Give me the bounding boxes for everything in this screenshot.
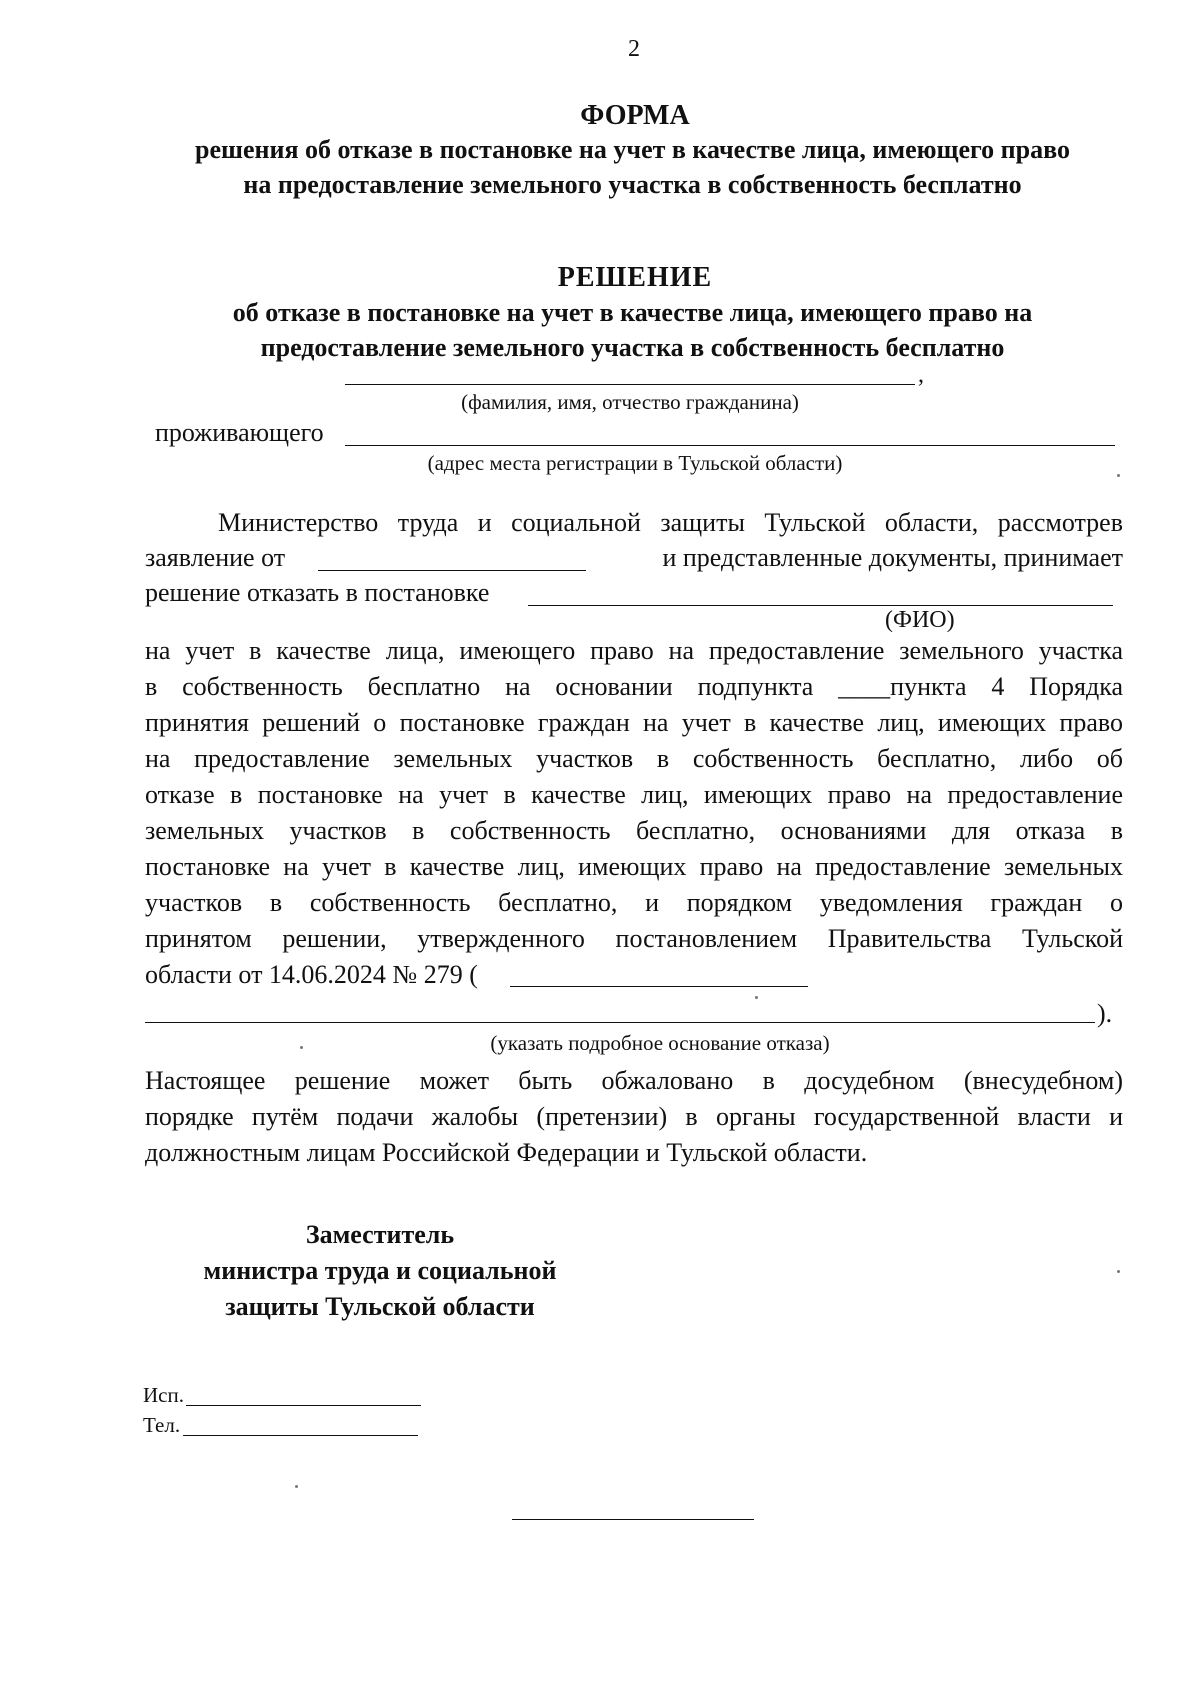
- body-line-4: на предоставление земельных участков в собственность бесплатно, либо об: [145, 744, 1123, 773]
- body-line-7: постановке на учет в качестве лиц, имеющих право на предоставление земельных: [145, 852, 1123, 881]
- scan-speck: [755, 996, 758, 999]
- form-title: ФОРМА: [580, 100, 690, 131]
- appeal-line-2: порядке путём подачи жалобы (претензии) в органы государственной власти и: [145, 1102, 1123, 1131]
- body-line-2: в собственность бесплатно на основании подпункта ____пункта 4 Порядка: [145, 672, 1123, 701]
- executor-label: Исп.: [143, 1383, 184, 1407]
- fio-line[interactable]: [528, 605, 1113, 606]
- form-subtitle-line-1: решения об отказе в постановке на учет в качестве лица, имеющего право: [195, 135, 1070, 164]
- signatory-line-2: министра труда и социальной: [203, 1256, 557, 1285]
- refuse-registration-label: решение отказать в постановке: [145, 578, 490, 607]
- phone-line[interactable]: [183, 1435, 418, 1436]
- body-line-9: принятом решении, утвержденного постановлением Правительства Тульской: [145, 924, 1123, 953]
- documents-accepts-text: и представленные документы, принимает: [662, 543, 1123, 572]
- body-last-line: области от 14.06.2024 № 279 (: [145, 960, 478, 989]
- form-subtitle-line-2: на предоставление земельного участка в собственность бесплатно: [243, 170, 1022, 199]
- refusal-reason-line-1[interactable]: [510, 986, 808, 987]
- address-hint: (адрес места регистрации в Тульской области): [427, 451, 843, 475]
- body-line-3: принятия решений о постановке граждан на учет в качестве лиц, имеющих право: [145, 708, 1123, 737]
- body-line-8: участков в собственность бесплатно, и порядком уведомления граждан о: [145, 888, 1123, 917]
- address-line[interactable]: [345, 445, 1115, 446]
- scan-speck: [300, 1046, 303, 1049]
- decision-subtitle-line-1: об отказе в постановке на учет в качестве лица, имеющего право на: [232, 298, 1033, 327]
- signatory-line-3: защиты Тульской области: [225, 1292, 535, 1321]
- signatory-line-1: Заместитель: [305, 1220, 455, 1249]
- decision-title: РЕШЕНИЕ: [557, 262, 713, 293]
- body-line-6: земельных участков в собственность бесплатно, основаниями для отказа в: [145, 816, 1123, 845]
- refusal-reason-line-2[interactable]: [145, 1022, 1095, 1023]
- fio-hint: (ФИО): [885, 607, 955, 633]
- closing-separator: [512, 1519, 754, 1520]
- residing-label: проживающего: [155, 418, 324, 447]
- decision-subtitle-line-2: предоставление земельного участка в собственность бесплатно: [260, 333, 1005, 362]
- refusal-reason-hint: (указать подробное основание отказа): [490, 1031, 830, 1055]
- scan-speck: [1117, 474, 1120, 477]
- executor-line[interactable]: [186, 1405, 421, 1406]
- citizen-name-hint: (фамилия, имя, отчество гражданина): [461, 390, 799, 414]
- paragraph-1-line-1: Министерство труда и социальной защиты Тульской области, рассмотрев: [218, 508, 1123, 537]
- page-number: 2: [628, 36, 640, 62]
- phone-label: Тел.: [143, 1413, 181, 1437]
- body-line-5: отказе в постановке на учет в качестве лиц, имеющих право на предоставление: [145, 780, 1123, 809]
- body-line-1: на учет в качестве лица, имеющего право на предоставление земельного участка: [145, 636, 1123, 665]
- scan-speck: [295, 1485, 298, 1488]
- close-paren: ).: [1097, 999, 1113, 1028]
- name-comma: ,: [918, 362, 924, 388]
- appeal-line-3: должностным лицам Российской Федерации и Тульской области.: [145, 1138, 868, 1167]
- citizen-name-line[interactable]: [345, 384, 915, 385]
- scan-speck: [1117, 1270, 1120, 1273]
- application-date-line[interactable]: [318, 570, 586, 571]
- appeal-line-1: Настоящее решение может быть обжаловано в досудебном (внесудебном): [145, 1066, 1123, 1095]
- application-from-label: заявление от: [145, 543, 286, 572]
